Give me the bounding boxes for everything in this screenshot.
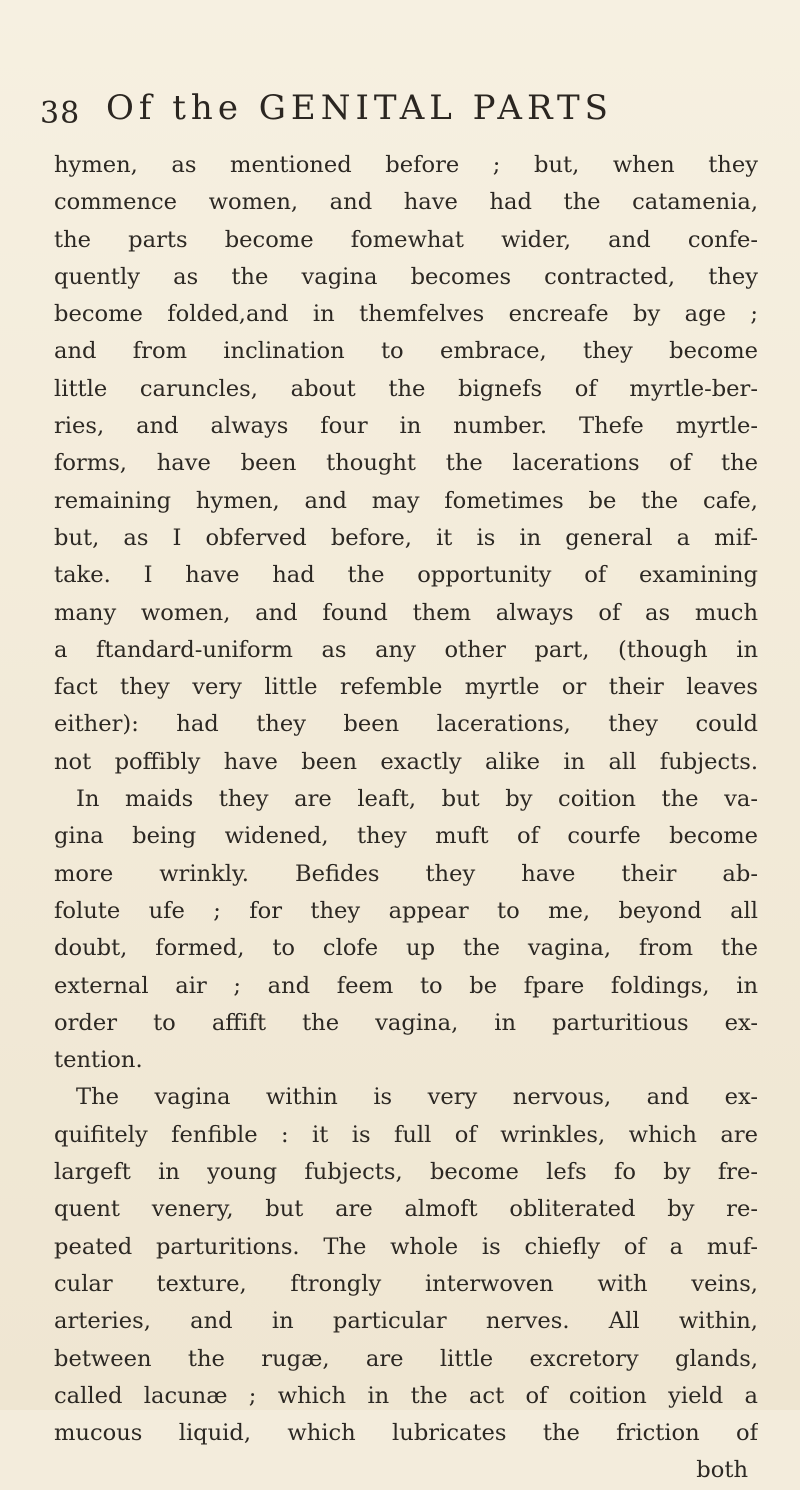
text-line: become folded,and in themfelves encreafe by age ;	[54, 301, 758, 328]
page-header	[40, 88, 760, 148]
text-line: a ftandard-uniform as any other part, (though in	[54, 636, 758, 663]
text-line: but, as I obferved before, it is in general a mif-	[54, 524, 758, 551]
text-line: doubt, formed, to clofe up the vagina, from the	[54, 935, 758, 962]
text-line: fact they very little refemble myrtle or their leaves	[54, 674, 758, 701]
catchword: both	[696, 1457, 748, 1484]
text-line: either): had they been lacerations, they could	[54, 711, 758, 738]
text-line: arteries, and in particular nerves. All within,	[54, 1308, 758, 1335]
text-line: and from inclination to embrace, they become	[54, 338, 758, 365]
text-line: order to affift the vagina, in parturitious ex-	[54, 1009, 758, 1036]
text-line: forms, have been thought the lacerations of the	[54, 450, 758, 477]
text-line: remaining hymen, and may fometimes be the cafe,	[54, 487, 758, 514]
text-line: commence women, and have had the catamenia,	[54, 189, 758, 216]
text-line: gina being widened, they muft of courfe become	[54, 823, 758, 850]
text-line: take. I have had the opportunity of examining	[54, 562, 758, 589]
text-line: peated parturitions. The whole is chiefly of a muf-	[54, 1233, 758, 1260]
page-number: 38	[40, 96, 81, 131]
text-line: not poffibly have been exactly alike in all fubjects.	[54, 748, 758, 775]
text-line: cular texture, ftrongly interwoven with veins,	[54, 1270, 758, 1297]
text-line: quifitely fenfible : it is full of wrinkles, which are	[54, 1121, 758, 1148]
text-line: little caruncles, about the bignefs of myrtle-ber-	[54, 375, 758, 402]
text-line: mucous liquid, which lubricates the friction of	[54, 1420, 758, 1447]
text-line: The vagina within is very nervous, and ex-	[76, 1084, 758, 1111]
text-line: ries, and always four in number. Thefe myrtle-	[54, 413, 758, 440]
text-line: external air ; and feem to be fpare foldings, in	[54, 972, 758, 999]
text-line: quently as the vagina becomes contracted, they	[54, 263, 758, 290]
text-line: the parts become fomewhat wider, and confe-	[54, 226, 758, 253]
text-line: In maids they are leaft, but by coition the va-	[76, 786, 758, 813]
running-title: Of the GENITAL PARTS	[106, 88, 613, 128]
text-line: many women, and found them always of as much	[54, 599, 758, 626]
text-line: between the rugæ, are little excretory glands,	[54, 1345, 758, 1372]
text-line: quent venery, but are almoft obliterated by re-	[54, 1196, 758, 1223]
text-line: largeft in young fubjects, become lefs fo by fre-	[54, 1159, 758, 1186]
text-line: folute ufe ; for they appear to me, beyond all	[54, 897, 758, 924]
text-line: hymen, as mentioned before ; but, when they	[54, 152, 758, 178]
text-line: tention.	[54, 1047, 143, 1074]
text-line: more wrinkly. Befides they have their ab-	[54, 860, 758, 887]
body-text	[54, 147, 758, 1490]
text-line: called lacunæ ; which in the act of coition yield a	[54, 1382, 758, 1409]
